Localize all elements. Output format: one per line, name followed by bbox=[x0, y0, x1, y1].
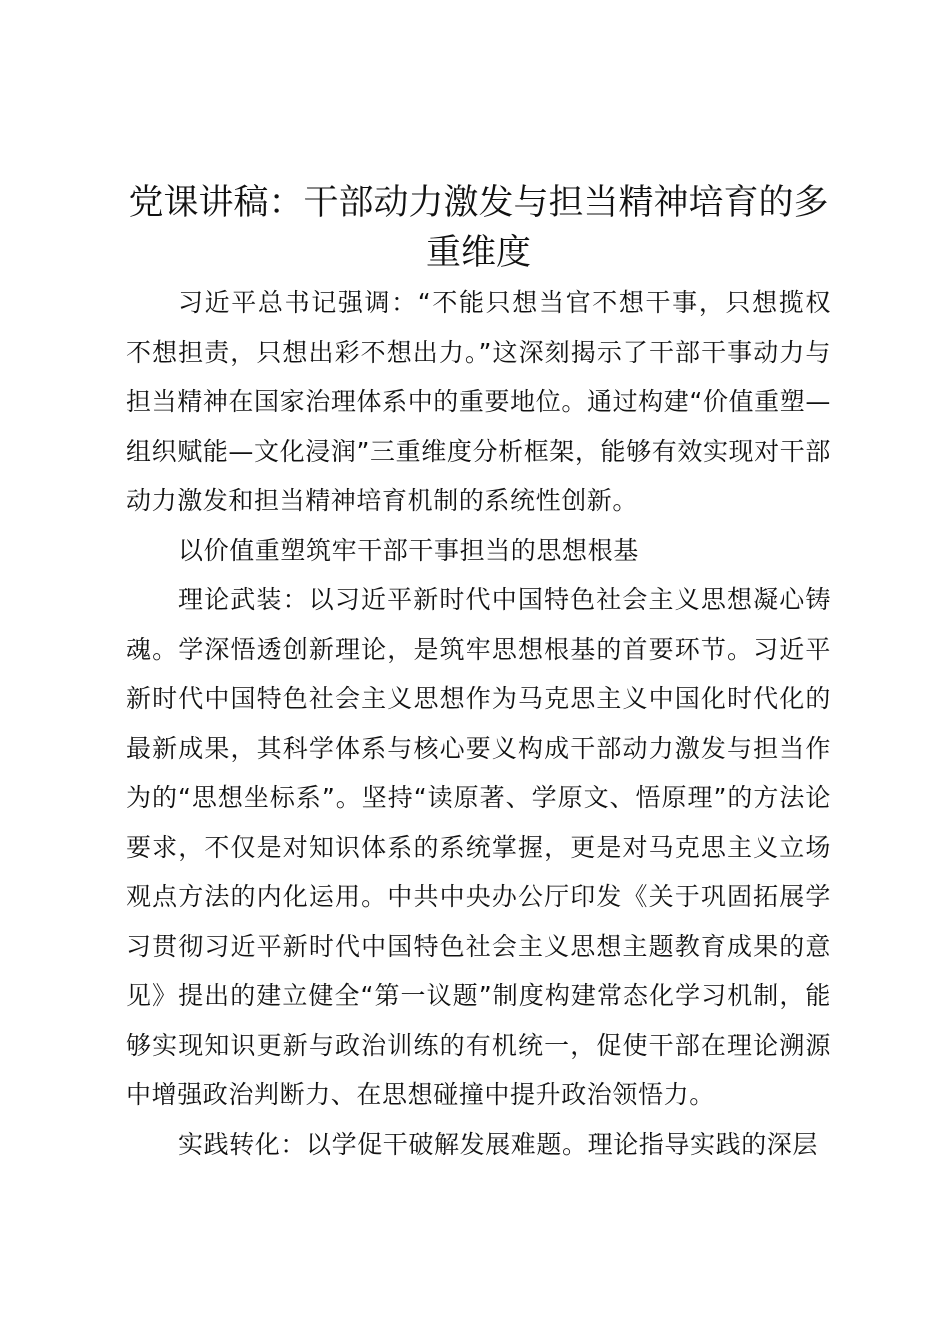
paragraph-theory: 理论武装：以习近平新时代中国特色社会主义思想凝心铸魂。学深悟透创新理论，是筑牢思想根基的首要环节。习近平新时代中国特色社会主义思想作为马克思主义中国化时代化的最新成果，其科学体系与核心要义构成干部动力激发与担当作为的“思想坐标系”。坚持“读原著、学原文、悟原理”的方法论要求，不仅是对知识体系的系统掌握，更是对马克思主义立场观点方法的内化运用。中共中央办公厅印发《关于巩固拓展学习贯彻习近平新时代中国特色社会主义思想主题教育成果的意见》提出的建立健全“第一议题”制度构建常态化学习机制，能够实现知识更新与政治训练的有机统一，促使干部在理论溯源中增强政治判断力、在思想碰撞中提升政治领悟力。 bbox=[126, 585, 831, 1109]
paragraph-intro: 习近平总书记强调：“不能只想当官不想干事，只想揽权不想担责，只想出彩不想出力。”这深刻揭示了干部干事动力与担当精神在国家治理体系中的重要地位。通过构建“价值重塑—组织赋能—文化浸润”三重维度分析框架，能够有效实现对干部动力激发和担当精神培育机制的系统性创新。 bbox=[126, 288, 831, 515]
document-title: 党课讲稿：干部动力激发与担当精神培育的多重维度 bbox=[128, 183, 829, 273]
document-body bbox=[126, 178, 831, 1169]
section-heading: 以价值重塑筑牢干部干事担当的思想根基 bbox=[178, 535, 639, 565]
paragraph-practice: 实践转化：以学促干破解发展难题。理论指导实践的深层 bbox=[178, 1129, 819, 1159]
